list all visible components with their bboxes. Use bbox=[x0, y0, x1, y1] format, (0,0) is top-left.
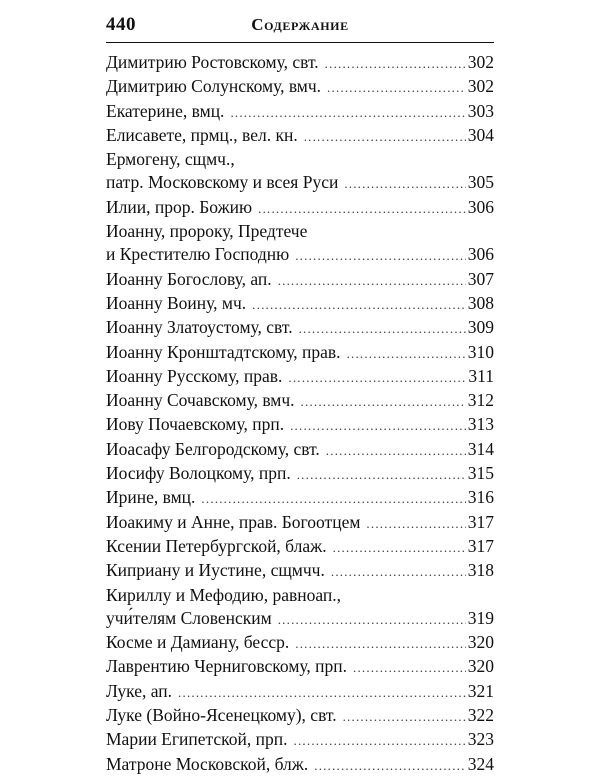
toc-entry bbox=[106, 728, 494, 752]
toc-entry-first-line: Кириллу и Мефодию, равноап., bbox=[106, 584, 342, 605]
toc-entry bbox=[106, 680, 494, 704]
toc-entry-page-number: 305 bbox=[467, 172, 494, 193]
dot-leader bbox=[299, 317, 466, 340]
dot-leader bbox=[230, 101, 465, 124]
toc-entry-row bbox=[106, 413, 494, 437]
toc-entry-title: Матроне Московской, блж. bbox=[106, 753, 309, 774]
toc-entry-title: Иоанну Кронштадтскому, прав. bbox=[106, 341, 341, 362]
toc-entry-row bbox=[106, 316, 494, 340]
toc-entry-row bbox=[106, 196, 494, 220]
dot-leader bbox=[288, 366, 466, 389]
toc-entry-page-number: 302 bbox=[467, 52, 494, 72]
toc-entry bbox=[106, 753, 494, 777]
toc-entry-title: Иоанну Богослову, ап. bbox=[106, 268, 272, 289]
toc-entry-row bbox=[106, 462, 494, 486]
toc-entry-page-number: 312 bbox=[467, 390, 494, 411]
book-page bbox=[106, 12, 494, 777]
dot-leader bbox=[304, 125, 466, 148]
dot-leader bbox=[294, 729, 466, 752]
toc-entry bbox=[106, 292, 494, 316]
toc-entry-page-number: 317 bbox=[467, 535, 494, 556]
toc-entry-page-number: 314 bbox=[467, 438, 494, 459]
toc-entry-row bbox=[106, 753, 494, 777]
toc-entry-page-number: 315 bbox=[467, 463, 494, 484]
toc-entry-title: патр. Московскому и всея Руси bbox=[106, 172, 339, 193]
dot-leader bbox=[343, 705, 466, 728]
toc-entry-page-number: 324 bbox=[467, 753, 494, 774]
toc-entry bbox=[106, 341, 494, 365]
toc-entry-page-number: 308 bbox=[467, 292, 494, 313]
dot-leader bbox=[327, 76, 466, 99]
toc-entry-page-number: 311 bbox=[468, 365, 494, 386]
toc-entry-title: учи́телям Словенским bbox=[106, 607, 272, 628]
toc-entry-title: Иову Почаевскому, прп. bbox=[106, 414, 285, 435]
toc-entry-title: Ирине, вмц. bbox=[106, 487, 196, 508]
page-number: 440 bbox=[106, 14, 136, 35]
toc-entry bbox=[106, 316, 494, 340]
toc-entry-title: и Крестителю Господню bbox=[106, 244, 290, 265]
toc-entry-row bbox=[106, 171, 494, 195]
toc-entry-title: Иоакиму и Анне, прав. Богоотцем bbox=[106, 511, 361, 532]
toc-entry bbox=[106, 535, 494, 559]
dot-leader bbox=[278, 269, 466, 292]
dot-leader bbox=[278, 608, 466, 631]
toc-entry-title: Луке (Войно-Ясенецкому), свт. bbox=[106, 705, 337, 726]
toc-entry bbox=[106, 511, 494, 535]
toc-entry-page-number: 307 bbox=[467, 268, 494, 289]
toc-entry-title: Илии, прор. Божию bbox=[106, 196, 253, 217]
toc-entry-page-number: 322 bbox=[467, 705, 494, 726]
toc-entry-title: Косме и Дамиану, бесср. bbox=[106, 632, 290, 653]
toc-entry-row bbox=[106, 365, 494, 389]
toc-entry-row bbox=[106, 268, 494, 292]
dot-leader bbox=[347, 342, 466, 365]
toc-entry-row bbox=[106, 341, 494, 365]
dot-leader bbox=[331, 560, 466, 583]
toc-entry bbox=[106, 559, 494, 583]
toc-entry-row bbox=[106, 243, 494, 267]
toc-entry-page-number: 306 bbox=[467, 196, 494, 217]
page-header bbox=[106, 12, 494, 43]
toc-entry-row bbox=[106, 535, 494, 559]
toc-entry-page-number: 306 bbox=[467, 244, 494, 265]
toc-entry-row bbox=[106, 75, 494, 99]
toc-entry bbox=[106, 438, 494, 462]
toc-entry-row bbox=[106, 631, 494, 655]
toc-entry-title: Иоанну Русскому, прав. bbox=[106, 365, 283, 386]
toc-entry-row bbox=[106, 559, 494, 583]
toc-entry-title: Лаврентию Черниговскому, прп. bbox=[106, 656, 347, 677]
dot-leader bbox=[252, 293, 466, 316]
dot-leader bbox=[178, 681, 466, 704]
toc-entry bbox=[106, 389, 494, 413]
toc-entry-page-number: 310 bbox=[467, 341, 494, 362]
section-title: Содержание bbox=[251, 15, 349, 34]
toc-entry-page-number: 320 bbox=[467, 632, 494, 653]
toc-entry-row bbox=[106, 655, 494, 679]
toc-entry-title: Елисавете, прмц., вел. кн. bbox=[106, 124, 298, 145]
dot-leader bbox=[297, 463, 466, 486]
toc-entry bbox=[106, 631, 494, 655]
toc-entry-row bbox=[106, 438, 494, 462]
toc-entry bbox=[106, 220, 494, 268]
toc-entry-page-number: 319 bbox=[467, 607, 494, 628]
dot-leader bbox=[314, 754, 465, 777]
toc-entry-page-number: 317 bbox=[467, 511, 494, 532]
toc-entry-page-number: 304 bbox=[467, 124, 494, 145]
dot-leader bbox=[353, 656, 466, 679]
toc-entry-title: Екатерине, вмц. bbox=[106, 100, 225, 121]
toc-entry-page-number: 323 bbox=[467, 729, 494, 750]
toc-entry-title: Иоанну Воину, мч. bbox=[106, 292, 247, 313]
table-of-contents bbox=[106, 51, 494, 777]
toc-entry bbox=[106, 124, 494, 148]
toc-entry-page-number: 302 bbox=[467, 76, 494, 97]
toc-entry-title: Иоанну Сочавскому, вмч. bbox=[106, 390, 295, 411]
toc-entry-row bbox=[106, 389, 494, 413]
toc-entry-row bbox=[106, 100, 494, 124]
toc-entry bbox=[106, 486, 494, 510]
toc-entry-row bbox=[106, 704, 494, 728]
dot-leader bbox=[333, 536, 466, 559]
toc-entry-row bbox=[106, 680, 494, 704]
dot-leader bbox=[295, 632, 465, 655]
dot-leader bbox=[301, 390, 466, 413]
toc-entry-row bbox=[106, 511, 494, 535]
toc-entry-page-number: 318 bbox=[467, 560, 494, 581]
toc-entry bbox=[106, 655, 494, 679]
toc-entry-row bbox=[106, 607, 494, 631]
dot-leader bbox=[326, 439, 466, 462]
toc-entry bbox=[106, 704, 494, 728]
toc-entry-title: Киприану и Иустине, сщмчч. bbox=[106, 560, 325, 581]
toc-entry-title: Марии Египетской, прп. bbox=[106, 729, 288, 750]
toc-entry-title: Ксении Петербургской, блаж. bbox=[106, 535, 327, 556]
toc-entry-page-number: 321 bbox=[467, 680, 494, 701]
toc-entry bbox=[106, 75, 494, 99]
dot-leader bbox=[295, 244, 466, 267]
toc-entry bbox=[106, 148, 494, 196]
toc-entry-page-number: 316 bbox=[467, 487, 494, 508]
toc-entry-title: Димитрию Ростовскому, свт. bbox=[106, 52, 319, 72]
dot-leader bbox=[258, 197, 466, 220]
toc-entry-title: Иоанну Златоустому, свт. bbox=[106, 317, 293, 338]
toc-entry bbox=[106, 413, 494, 437]
toc-entry-first-line: Ермогену, сщмч., bbox=[106, 149, 235, 170]
toc-entry-row bbox=[106, 486, 494, 510]
toc-entry-row bbox=[106, 51, 494, 75]
toc-entry bbox=[106, 584, 494, 632]
toc-entry-page-number: 320 bbox=[467, 656, 494, 677]
dot-leader bbox=[344, 172, 465, 195]
toc-entry-page-number: 309 bbox=[467, 317, 494, 338]
toc-entry bbox=[106, 462, 494, 486]
toc-entry bbox=[106, 196, 494, 220]
toc-entry-title: Димитрию Солунскому, вмч. bbox=[106, 76, 322, 97]
toc-entry bbox=[106, 268, 494, 292]
dot-leader bbox=[201, 487, 465, 510]
toc-entry-row bbox=[106, 124, 494, 148]
toc-entry-title: Луке, ап. bbox=[106, 680, 173, 701]
toc-entry-page-number: 313 bbox=[467, 414, 494, 435]
dot-leader bbox=[290, 414, 466, 437]
dot-leader bbox=[366, 512, 465, 535]
toc-entry-row bbox=[106, 728, 494, 752]
toc-entry-first-line: Иоанну, пророку, Предтече bbox=[106, 221, 308, 242]
toc-entry bbox=[106, 100, 494, 124]
toc-entry bbox=[106, 365, 494, 389]
toc-entry bbox=[106, 51, 494, 75]
toc-entry-page-number: 303 bbox=[467, 100, 494, 121]
toc-entry-row bbox=[106, 292, 494, 316]
dot-leader bbox=[325, 52, 466, 75]
toc-entry-title: Иосифу Волоцкому, прп. bbox=[106, 463, 291, 484]
toc-entry-title: Иоасафу Белгородскому, свт. bbox=[106, 438, 320, 459]
